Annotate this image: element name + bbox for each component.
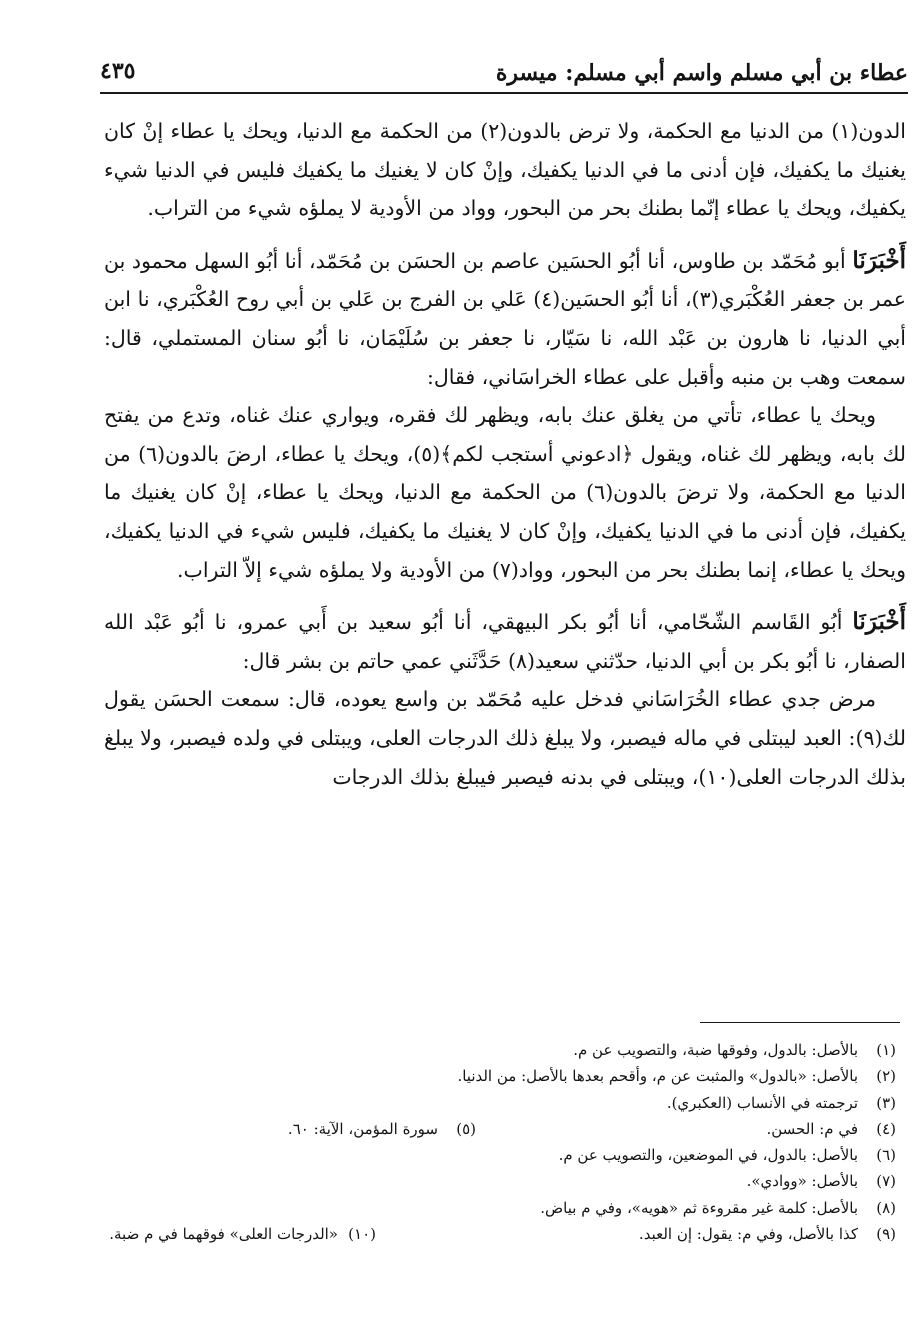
footnote-number: (٨)	[876, 1198, 896, 1217]
footnote-text: بالأصل: بالدول، وفوقها ضبة، والتصويب عن م.	[573, 1041, 858, 1059]
footnote-text: بالأصل: بالدول، في الموضعين، والتصويب عن م.	[558, 1146, 858, 1165]
footnote-text: سورة المؤمن، الآية: ٦٠.	[287, 1119, 438, 1138]
footnote	[150, 1116, 896, 1142]
footnote-number: (٧)	[876, 1172, 896, 1191]
paragraph-gap	[104, 228, 906, 242]
footnote-number: (٣)	[876, 1093, 896, 1112]
footnote-number: (١)	[876, 1041, 896, 1059]
paragraph-2	[104, 242, 906, 396]
main-text	[104, 112, 906, 796]
footnote-number: (٥)	[456, 1119, 476, 1138]
footnote-text: «الدرجات العلى» فوقهما في م ضبة.	[109, 1225, 338, 1244]
akhbarana-lead: أَخْبَرَنَا	[852, 608, 906, 636]
footnote-text: في م: الحسن.	[766, 1119, 858, 1138]
footnote-number: (٢)	[876, 1067, 896, 1086]
footnotes	[109, 1037, 896, 1247]
footnote-text: بالأصل: «بالدول» والمثبت عن م، وأقحم بعدها بالأصل: من الدنيا.	[457, 1067, 858, 1086]
running-title: عطاء بن أبي مسلم واسم أبي مسلم: ميسرة	[495, 60, 908, 86]
page-number: ٤٣٥	[100, 58, 136, 84]
footnote-number: (٤)	[876, 1119, 896, 1138]
footnote-text: بالأصل: كلمة غير مقروءة ثم «هويه»، وفي م بياض.	[540, 1198, 858, 1217]
footnote-text: كذا بالأصل، وفي م: يقول: إن العبد.	[638, 1225, 858, 1244]
footnote-number: (٦)	[876, 1146, 896, 1165]
footnote-text: ترجمته في الأنساب (العكبري).	[666, 1093, 858, 1112]
paragraph-2-text: أبو مُحَمّد بن طاوس، أنا أبُو الحسَين عاصم بن الحسَن بن مُحَمّد، أنا أبُو السهل محمود بن عمر بن جعفر العُكْبَري(٣)، أنا أبُو الحسَين(٤) عَلي بن الفرج بن عَلي بن أبي روح العُكْبَري، نا ابن أبي الدنيا، نا هارون بن عَبْد الله، نا سَيّار، نا جعفر بن سُلَيْمَان، نا أبُو سنان المستملي، قال: سمعت وهب بن منبه وأقبل على عطاء الخراسَاني، فقال:	[104, 248, 906, 389]
footnote	[150, 1142, 896, 1168]
footnote	[109, 1221, 896, 1247]
footnote	[150, 1168, 896, 1194]
paragraph-3: ويحك يا عطاء، تأتي من يغلق عنك بابه، ويظهر لك فقره، ويواري عنك غناه، وتدع من يفتح لك بابه، ويظهر لك غناه، ويقول ﴿ادعوني أستجب لكم﴾(٥)، ويحك يا عطاء، ارضَ بالدون(٦) من الدنيا مع الحكمة، ولا ترضَ بالدون(٦) من الحكمة مع الدنيا، ويحك يا عطاء، إنْ كان يغنيك ما يكفيك، فإن أدنى ما في الدنيا يكفيك، وإنْ كان لا يغنيك ما يكفيك، فليس شيء في الدنيا يكفيك، ويحك يا عطاء، إنما بطنك بحر من البحور، وواد(٧) من الأودية ولا يملؤه شيء إلاّ التراب.	[104, 403, 907, 582]
footnote-number: (٩)	[876, 1225, 896, 1244]
footnote	[150, 1063, 896, 1089]
paragraph-gap	[104, 589, 906, 603]
footnote-divider	[700, 1022, 900, 1023]
paragraph-5: مرض جدي عطاء الخُرَاسَاني فدخل عليه مُحَمّد بن واسع يعوده، قال: سمعت الحسَن يقول لك(٩): العبد ليبتلى في ماله فيصبر، ولا يبلغ ذلك الدرجات العلى، ويبتلى في ولده فيصبر، ولا يبلغ بذلك الدرجات العلى(١٠)، ويبتلى في بدنه فيصبر فيبلغ بذلك الدرجات	[104, 687, 906, 789]
paragraph-1: الدون(١) من الدنيا مع الحكمة، ولا ترض بالدون(٢) من الحكمة مع الدنيا، ويحك يا عطاء إنْ كان يغنيك ما يكفيك، فإن أدنى ما في الدنيا يكفيك، وإنْ كان لا يغنيك ما يكفيك فليس في الدنيا شيء يكفيك، ويحك يا عطاء إنّما بطنك بحر من البحور، وواد من الأودية لا يملؤه شيء من التراب.	[104, 119, 906, 221]
paragraph-4-text: أبُو القَاسم الشّحّامي، أنا أبُو بكر البيهقي، أنا أبُو سعيد بن أَبي عمرو، نا أبُو عَبْد الله الصفار، نا أبُو بكر بن أبي الدنيا، حدّثني سعيد(٨) حَدَّثَني عمي حاتم بن بشر قال:	[104, 610, 906, 673]
footnote-text: بالأصل: «ووادي».	[746, 1172, 858, 1191]
paragraph-4	[104, 603, 906, 680]
footnote-number: (١٠)	[348, 1225, 376, 1244]
footnote	[150, 1037, 896, 1063]
akhbarana-lead: أَخْبَرَنَا	[852, 246, 906, 274]
footnote	[150, 1090, 896, 1116]
page-header	[100, 52, 908, 94]
footnote	[150, 1195, 896, 1221]
